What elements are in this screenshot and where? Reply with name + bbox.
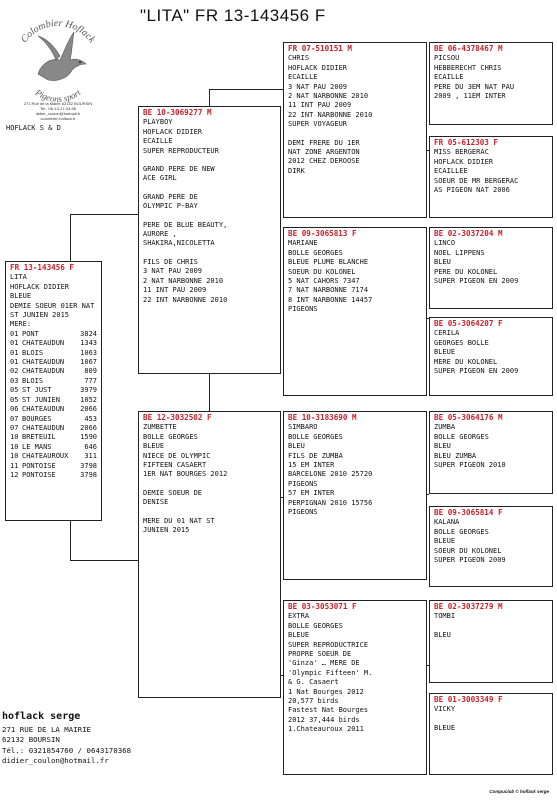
text-line: DEMIE SOEUR DE bbox=[143, 488, 203, 497]
connector bbox=[70, 521, 71, 561]
text-line: BLEU bbox=[434, 442, 451, 451]
text-line: SUPER PIGEON 2009 bbox=[434, 556, 506, 565]
breeder-phone: Tél.: 0321854760 / 0643170368 bbox=[2, 745, 132, 755]
pedigree-sdd bbox=[429, 317, 553, 396]
connector bbox=[70, 214, 71, 261]
result-row bbox=[10, 386, 97, 395]
text-line: FIFTEEN CASAERT bbox=[143, 461, 207, 470]
connector bbox=[209, 89, 283, 90]
result-row bbox=[10, 339, 97, 348]
text-line: PROPRE SOEUR DE bbox=[288, 650, 352, 659]
text-line: HEBBERECHT CHRIS bbox=[434, 63, 502, 72]
ring-number: BE 03-3053071 F bbox=[288, 602, 357, 611]
text-line: HOFLACK DIDIER bbox=[10, 282, 70, 291]
result-place: CHATEAUDUN bbox=[22, 339, 65, 348]
text-line: NAT ZONE ARGENTON bbox=[288, 148, 360, 157]
text-line: MISS BERGERAC bbox=[434, 148, 489, 157]
text-line: SOEUR DU KOLONEL bbox=[434, 546, 502, 555]
result-rank: 01 bbox=[10, 348, 19, 357]
breeder-name: hoflack serge bbox=[2, 711, 81, 722]
result-row bbox=[10, 462, 97, 471]
ring-number: BE 12-3032502 F bbox=[143, 413, 212, 422]
text-line: MERE DU KOLONEL bbox=[434, 357, 498, 366]
result-rank: 05 bbox=[10, 395, 19, 404]
text-line: SOEUR DE MR BERGERAC bbox=[434, 176, 519, 185]
result-place: BLOIS bbox=[22, 348, 44, 357]
spacer bbox=[143, 480, 276, 489]
text-line: 11 INT PAU 2009 bbox=[143, 286, 207, 295]
text-line: SUPER REPRODUCTEUR bbox=[143, 146, 219, 155]
ring-number: FR 13-143456 F bbox=[10, 263, 75, 272]
text-line: ACE GIRL bbox=[143, 174, 177, 183]
pedigree-sire bbox=[138, 106, 281, 374]
text-line: BLEU bbox=[434, 630, 451, 639]
text-line: BOLLE GEORGES bbox=[288, 432, 343, 441]
text-line: BOLLE GEORGES bbox=[288, 621, 343, 630]
result-row bbox=[10, 377, 97, 386]
pedigree-sss bbox=[429, 42, 553, 125]
text-line: FILS DE CHRIS bbox=[143, 257, 198, 266]
text-line: Fastest Nat Bourges bbox=[288, 706, 369, 715]
text-line: BLEUE bbox=[143, 442, 165, 451]
text-line: DIRK bbox=[288, 166, 305, 175]
text-line: BOLLE GEORGES bbox=[434, 527, 489, 536]
spacer bbox=[143, 249, 276, 258]
result-rank: 11 bbox=[10, 461, 19, 470]
logo-line: colombier-hoflack.fr bbox=[40, 116, 76, 121]
text-line: FILS DE ZUMBA bbox=[288, 451, 343, 460]
owner-short: HOFLACK S & D bbox=[6, 124, 61, 132]
connector bbox=[209, 89, 210, 106]
ring-number: BE 01-3003349 F bbox=[434, 695, 503, 704]
text-line: SUPER PIGEON EN 2009 bbox=[434, 277, 519, 286]
text-line: 1 Nat Bourges 2012 bbox=[288, 687, 364, 696]
text-line: 2 NAT NARBONNE 2010 bbox=[288, 92, 369, 101]
result-place: BOURGES bbox=[22, 414, 52, 423]
svg-text:Colombier Hoflack bbox=[19, 18, 98, 46]
text-line: 22 INT NARBONNE 2010 bbox=[288, 110, 373, 119]
ring-number: BE 02-3037204 M bbox=[434, 229, 503, 238]
logo-caption bbox=[8, 101, 108, 121]
pedigree-dam-sire bbox=[283, 411, 427, 580]
pedigree-dds bbox=[429, 600, 553, 683]
text-line: BOLLE GEORGES bbox=[143, 432, 198, 441]
page-title: "LITA" FR 13-143456 F bbox=[140, 6, 326, 25]
text-line: SOEUR DU KOLONEL bbox=[288, 267, 356, 276]
text-line: JUNIEN 2015 bbox=[143, 526, 190, 535]
ring-number: BE 06-4378467 M bbox=[434, 44, 503, 53]
result-birds: 1063 bbox=[80, 348, 97, 357]
text-line: GRAND PERE DE NEW bbox=[143, 165, 215, 174]
logo-line: Tel : 06-13-17-03-68 bbox=[39, 106, 77, 111]
pedigree-sds bbox=[429, 227, 553, 309]
text-line: DEMIE SOEUR 01ER NAT bbox=[10, 301, 95, 310]
result-row bbox=[10, 471, 97, 480]
text-line: 1.Chateauroux 2011 bbox=[288, 725, 364, 734]
text-line: HOFLACK DIDIER bbox=[143, 127, 203, 136]
pedigree-sire-sire bbox=[283, 42, 427, 218]
result-place: ST JUST bbox=[22, 386, 52, 395]
spacer bbox=[288, 130, 422, 139]
text-line: PIGEONS bbox=[288, 479, 318, 488]
club-logo bbox=[8, 14, 108, 110]
text-line: BLEUE PLUME BLANCHE bbox=[288, 258, 369, 267]
spacer bbox=[143, 156, 276, 165]
text-line: 'Olympic Fifteen' M. bbox=[288, 668, 373, 677]
text-line: SUPER PIGEON EN 2009 bbox=[434, 367, 519, 376]
text-line: SUPER PIGEON 2010 bbox=[434, 461, 506, 470]
text-line: ECAILLE bbox=[288, 73, 318, 82]
result-birds: 3824 bbox=[80, 329, 97, 338]
pedigree-dam-dam bbox=[283, 600, 427, 775]
result-birds: 809 bbox=[84, 367, 97, 376]
pedigree-dsd bbox=[429, 506, 553, 587]
text-line: SUPER VOYAGEUR bbox=[288, 120, 348, 129]
ring-number: BE 05-3064176 M bbox=[434, 413, 503, 422]
result-row bbox=[10, 405, 97, 414]
result-place: CHATEAUDUN bbox=[22, 367, 65, 376]
text-line: PERE DE BLUE BEAUTY, bbox=[143, 220, 228, 229]
result-birds: 1067 bbox=[80, 358, 97, 367]
result-birds: 777 bbox=[84, 376, 97, 385]
result-row bbox=[10, 367, 97, 376]
ring-number: BE 09-3065813 F bbox=[288, 229, 357, 238]
breeder-address: 271 RUE DE LA MAIRIE bbox=[2, 724, 91, 734]
result-birds: 3979 bbox=[80, 386, 97, 395]
text-line: BOLLE GEORGES bbox=[434, 432, 489, 441]
text-line: PERE DU 3EM NAT PAU bbox=[434, 82, 515, 91]
text-line: BLEUE bbox=[288, 631, 310, 640]
text-line: 2012 37,444 birds bbox=[288, 715, 360, 724]
result-rank: 01 bbox=[10, 358, 19, 367]
text-line: VICKY bbox=[434, 705, 456, 714]
text-line: 8 INT NARBONNE 14457 bbox=[288, 295, 373, 304]
text-line: KALANA bbox=[434, 518, 460, 527]
text-line: ST JUNIEN 2015 bbox=[10, 311, 70, 320]
text-line: 57 EM INTER bbox=[288, 489, 335, 498]
pigeon-icon bbox=[38, 32, 86, 81]
result-place: BLOIS bbox=[22, 376, 44, 385]
text-line: GRAND PERE DE bbox=[143, 192, 198, 201]
result-row bbox=[10, 424, 97, 433]
result-birds: 3798 bbox=[80, 461, 97, 470]
result-birds: 453 bbox=[84, 414, 97, 423]
logo-ring-bottom: Pigeons sport bbox=[33, 87, 83, 104]
text-line: BLEUE bbox=[434, 348, 456, 357]
text-line: OLYMPIC P-BAY bbox=[143, 202, 198, 211]
result-row bbox=[10, 358, 97, 367]
text-line: PERPIGNAN 2010 15756 bbox=[288, 498, 373, 507]
text-line: GEORGES BOLLE bbox=[434, 338, 489, 347]
result-place: CHATEAUDUN bbox=[22, 423, 65, 432]
text-line: HOFLACK DIDIER bbox=[434, 157, 494, 166]
result-row bbox=[10, 433, 97, 442]
spacer bbox=[143, 184, 276, 193]
text-line: DEMI FRERE DU 1ER bbox=[288, 138, 360, 147]
text-line: CERILA bbox=[434, 329, 460, 338]
result-place: PONT bbox=[22, 329, 39, 338]
breeder-email: didier_coulon@hotmail.fr bbox=[2, 756, 109, 765]
spacer bbox=[143, 212, 276, 221]
result-row bbox=[10, 415, 97, 424]
ring-number: FR 07-510151 M bbox=[288, 44, 353, 53]
text-line: BLEUE bbox=[434, 537, 456, 546]
text-line: BOLLE GEORGES bbox=[288, 248, 343, 257]
text-line: MERE DU 01 NAT ST bbox=[143, 516, 215, 525]
breeder-info bbox=[2, 712, 131, 767]
ring-number: FR 05-612303 F bbox=[434, 138, 499, 147]
pedigree-dss bbox=[429, 411, 553, 494]
result-birds: 1590 bbox=[80, 433, 97, 442]
result-birds: 311 bbox=[84, 452, 97, 461]
result-rank: 07 bbox=[10, 423, 19, 432]
text-line: BLEU bbox=[288, 442, 305, 451]
pedigree-ddd bbox=[429, 693, 553, 775]
result-rank: 06 bbox=[10, 405, 19, 414]
text-line: BLEUE bbox=[10, 292, 32, 301]
text-line: LITA bbox=[10, 273, 27, 282]
text-line: ECAILLE bbox=[434, 73, 464, 82]
text-line: & G. Casaert bbox=[288, 678, 339, 687]
result-row bbox=[10, 330, 97, 339]
ring-number: BE 05-3064207 F bbox=[434, 319, 503, 328]
connector bbox=[70, 560, 138, 561]
text-line: ZUMBETTE bbox=[143, 423, 177, 432]
text-line: PIGEONS bbox=[288, 305, 318, 314]
text-line: HOFLACK DIDIER bbox=[288, 63, 348, 72]
text-line: 1ER NAT BOURGES 2012 bbox=[143, 470, 228, 479]
ring-number: BE 09-3065814 F bbox=[434, 508, 503, 517]
result-birds: 3798 bbox=[80, 470, 97, 479]
text-line: PICSOU bbox=[434, 54, 460, 63]
text-line: BLEU bbox=[434, 258, 451, 267]
text-line: PLAYBOY bbox=[143, 118, 173, 127]
text-line: BLEU ZUMBA bbox=[434, 451, 477, 460]
spacer bbox=[143, 508, 276, 517]
text-line: ECAILLE bbox=[143, 137, 173, 146]
breeder-city: 62132 BOURSIN bbox=[2, 735, 60, 744]
pedigree-dam bbox=[138, 411, 281, 698]
text-line: CHRIS bbox=[288, 54, 310, 63]
text-line: MERE: bbox=[10, 320, 32, 329]
result-rank: 10 bbox=[10, 433, 19, 442]
result-rank: 10 bbox=[10, 442, 19, 451]
result-place: PONTOISE bbox=[22, 461, 56, 470]
result-row bbox=[10, 396, 97, 405]
result-birds: 1052 bbox=[80, 395, 97, 404]
ring-number: BE 10-3183690 M bbox=[288, 413, 357, 422]
text-line: 3 NAT PAU 2009 bbox=[288, 82, 348, 91]
text-line: SIMBARO bbox=[288, 423, 318, 432]
pedigree-ssd bbox=[429, 136, 553, 218]
connector bbox=[70, 214, 138, 215]
logo-ring-top: Colombier Hoflack bbox=[18, 17, 98, 46]
text-line: 'Ginza' … MERE DE bbox=[288, 659, 360, 668]
result-rank: 12 bbox=[10, 470, 19, 479]
footer-credit: Compuclub © hoflack serge bbox=[489, 789, 549, 794]
text-line: 2012 CHEZ DEROOSE bbox=[288, 157, 360, 166]
text-line: ZUMBA bbox=[434, 423, 456, 432]
text-line: DENISE bbox=[143, 498, 169, 507]
result-birds: 646 bbox=[84, 442, 97, 451]
spacer bbox=[434, 622, 548, 631]
text-line: LINCO bbox=[434, 239, 456, 248]
text-line: 22 INT NARBONNE 2010 bbox=[143, 295, 228, 304]
spacer bbox=[434, 715, 548, 724]
result-place: CHATEAUDUN bbox=[22, 405, 65, 414]
text-line: PIGEONS bbox=[288, 508, 318, 517]
text-line: 7 NAT NARBONNE 7174 bbox=[288, 286, 369, 295]
result-rank: 01 bbox=[10, 329, 19, 338]
text-line: 15 EM INTER bbox=[288, 461, 335, 470]
result-rank: 01 bbox=[10, 339, 19, 348]
text-line: 2 NAT NARBONNE 2010 bbox=[143, 276, 224, 285]
ring-number: BE 10-3069277 M bbox=[143, 108, 212, 117]
result-place: PONTOISE bbox=[22, 470, 56, 479]
result-place: ST JUNIEN bbox=[22, 395, 60, 404]
text-line: AS PIGEON NAT 2006 bbox=[434, 186, 510, 195]
result-place: LE MANS bbox=[22, 442, 52, 451]
result-row bbox=[10, 443, 97, 452]
text-line: SUPER REPRODUCTRICE bbox=[288, 640, 369, 649]
text-line: AURORE , bbox=[143, 230, 177, 239]
result-row bbox=[10, 349, 97, 358]
result-rank: 02 bbox=[10, 367, 19, 376]
result-birds: 1343 bbox=[80, 339, 97, 348]
result-place: CHATEAUROUX bbox=[22, 452, 69, 461]
ring-number: BE 02-3037279 M bbox=[434, 602, 503, 611]
text-line: BLEUE bbox=[434, 723, 456, 732]
text-line: 20,577 birds bbox=[288, 697, 339, 706]
text-line: 11 INT PAU 2009 bbox=[288, 101, 352, 110]
text-line: 5 NAT CAHORS 7347 bbox=[288, 277, 360, 286]
pedigree-sire-dam bbox=[283, 227, 427, 396]
result-place: CHATEAUDUN bbox=[22, 358, 65, 367]
text-line: 3 NAT PAU 2009 bbox=[143, 267, 203, 276]
text-line: BARCELONE 2010 25720 bbox=[288, 470, 373, 479]
pedigree-subject bbox=[5, 261, 102, 521]
text-line: PERE DU KOLONEL bbox=[434, 267, 498, 276]
result-birds: 2066 bbox=[80, 405, 97, 414]
text-line: 2009 , 11EM INTER bbox=[434, 92, 506, 101]
result-row bbox=[10, 452, 97, 461]
text-line: NIECE DE OLYMPIC bbox=[143, 451, 211, 460]
logo-line: 271 Rue de la Mairie 62132 BOURSIN bbox=[23, 101, 93, 106]
logo-line: didier_coulon@hotmail.fr bbox=[35, 111, 81, 116]
result-rank: 05 bbox=[10, 386, 19, 395]
text-line: TOMBI bbox=[434, 612, 456, 621]
text-line: MARIANE bbox=[288, 239, 318, 248]
result-place: BRETEUIL bbox=[22, 433, 56, 442]
text-line: SHAKIRA,NICOLETTA bbox=[143, 239, 215, 248]
text-line: ECAILLEE bbox=[434, 167, 468, 176]
connector bbox=[209, 374, 210, 411]
text-line: EXTRA bbox=[288, 612, 310, 621]
text-line: NOEL LIPPENS bbox=[434, 248, 485, 257]
result-birds: 2066 bbox=[80, 423, 97, 432]
result-rank: 07 bbox=[10, 414, 19, 423]
result-rank: 10 bbox=[10, 452, 19, 461]
result-rank: 03 bbox=[10, 376, 19, 385]
